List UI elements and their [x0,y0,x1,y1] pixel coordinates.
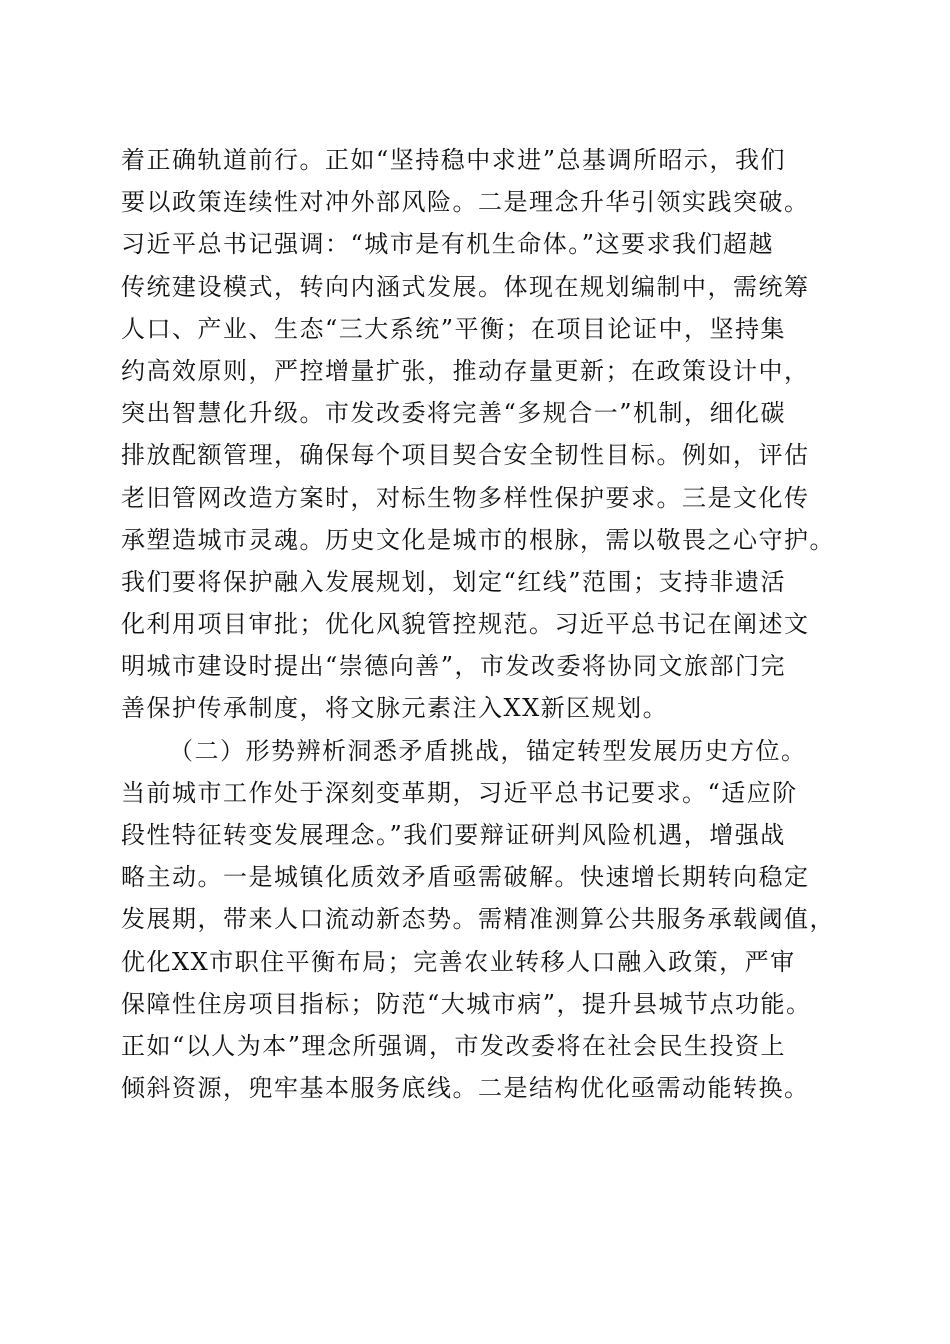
text-line: 约高效原则，严控增量扩张，推动存量更新；在政策设计中， [121,356,810,385]
text-line: 明城市建设时提出“崇德向善”，市发改委将协同文旅部门完 [121,652,787,681]
text-line: 老旧管网改造方案时，对标生物多样性保护要求。三是文化传 [121,483,810,512]
document-body [121,139,841,1109]
text-line: 传统建设模式，转向内涵式发展。体现在规划编制中，需统筹 [121,272,810,301]
text-line: 正如“以人为本”理念所强调，市发改委将在社会民生投资上 [121,1031,787,1060]
text-line: 段性特征转变发展理念。”我们要辩证研判风险机遇，增强战 [121,821,786,849]
text-line: 着正确轨道前行。正如“坚持稳中求进”总基调所昭示，我们 [121,146,787,174]
section-heading: （二）形势辨析洞悉矛盾挑战，锚定转型发展历史方位。 [169,736,807,765]
text-line: 善保护传承制度，将文脉元素注入XX新区规划。 [121,694,669,723]
text-line: 略主动。一是城镇化质效矛盾亟需破解。快速增长期转向稳定 [121,863,810,892]
text-line: 保障性住房项目指标；防范“大城市病”，提升县城节点功能。 [121,989,812,1018]
text-line: 承塑造城市灵魂。历史文化是城市的根脉，需以敬畏之心守护。 [121,525,835,554]
text-line: 人口、产业、生态“三大系统”平衡；在项目论证中，坚持集 [121,314,787,343]
text-line: 习近平总书记强调：“城市是有机生命体。”这要求我们超越 [121,230,775,259]
text-line: 化利用项目审批；优化风貌管控规范。习近平总书记在阐述文 [121,610,810,639]
text-line: 突出智慧化升级。市发改委将完善“多规合一”机制，细化碳 [121,399,787,428]
text-line: 排放配额管理，确保每个项目契合安全韧性目标。例如，评估 [121,441,810,470]
text-line: 优化XX市职住平衡布局；完善农业转移人口融入政策，严审 [121,947,796,976]
text-line: 倾斜资源，兜牢基本服务底线。二是结构优化亟需动能转换。 [121,1074,810,1103]
text-line: 发展期，带来人口流动新态势。需精准测算公共服务承载阈值， [121,905,835,934]
text-line: 当前城市工作处于深刻变革期，习近平总书记要求。“适应阶 [121,778,798,807]
text-line: 要以政策连续性对冲外部风险。二是理念升华引领实践突破。 [121,188,810,217]
text-line: 我们要将保护融入发展规划，划定“红线”范围；支持非遗活 [121,567,787,596]
